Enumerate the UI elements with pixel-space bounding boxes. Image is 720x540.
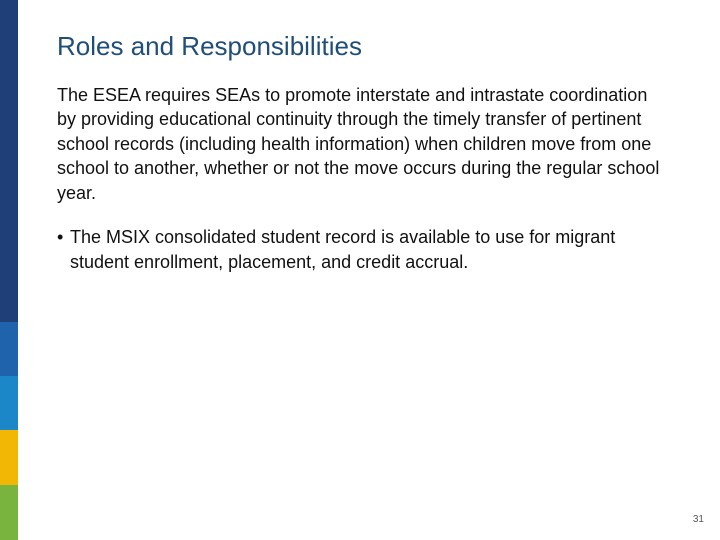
page-number: 31 bbox=[692, 514, 704, 525]
bullet-item bbox=[57, 225, 657, 276]
bullet-marker: • bbox=[57, 227, 64, 247]
sidebar-yellow-segment bbox=[0, 430, 18, 485]
bullet-text: The MSIX consolidated student record is available to use for migrant student enrollment, placement, and credit accrual. bbox=[70, 227, 616, 273]
slide-title: Roles and Responsibilities bbox=[57, 31, 362, 61]
sidebar-cyan-segment bbox=[0, 376, 18, 430]
sidebar-green-segment bbox=[0, 485, 18, 540]
body-paragraph: The ESEA requires SEAs to promote interstate and intrastate coordination by providing educational continuity through the timely transfer of pertinent school records (including health information) when children move from one school to another, whether or not the move occurs during the regular school year. bbox=[57, 85, 660, 203]
color-sidebar bbox=[0, 0, 18, 540]
sidebar-navy-segment bbox=[0, 0, 18, 322]
sidebar-blue-segment bbox=[0, 322, 18, 376]
